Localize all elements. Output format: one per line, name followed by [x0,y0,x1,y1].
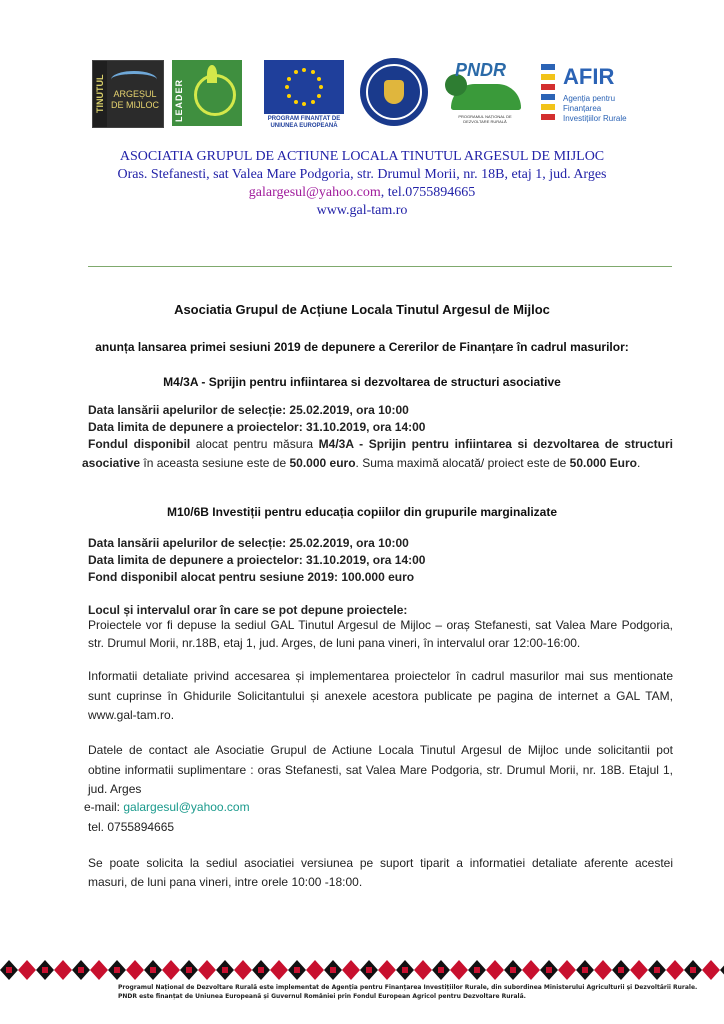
pattern-diamond-icon [666,960,684,980]
contact-tel: tel. 0755894665 [88,820,175,834]
fund-label: Fondul disponibil [88,437,191,451]
measure2-title: M10/6B Investiții pentru educația copiilor din grupurile marginalizate [166,505,558,519]
info-line2: sunt cuprinse în Ghidurile Solicitantului și anexele acestora publicate pe pagina de internet a GAL TAM, [88,689,673,703]
eu-star-icon [294,70,298,74]
org-email-link[interactable]: galargesul@yahoo.com [248,185,381,200]
org-phone: , tel.0755894665 [380,185,476,200]
info-line1: Informatii detaliate privind accesarea și implementarea proiectelor în cadrul masurilor mai sus mentionate [88,669,673,683]
fund2-b: în aceasta sesiune este de [140,456,290,470]
eu-star-icon [319,85,323,89]
contact-line3: jud. Arges [88,782,142,796]
fund2-e: 50.000 Euro [569,456,638,470]
location-line1: Proiectele vor fi depuse la sediul GAL Tinutul Argesul de Mijloc – oraș Stefanesti, sat Valea Mare Podgoria, [88,618,673,632]
pattern-square-icon [114,967,120,973]
measure1-launch: Data lansării apelurilor de selecție: 25.02.2019, ora 10:00 [88,403,409,417]
footer-note-line1: Programul Național de Dezvoltare Rurală este implementat de Agenția pentru Finanțarea Investițiilor Rurale, din subordinea Ministerului Agriculturii și Dezvoltării Rurale. [118,984,698,991]
pattern-diamond-icon [54,960,72,980]
measure2-fund: Fond disponibil alocat pentru sesiune 2019: 100.000 euro [88,570,415,584]
afir-subtitle: Agenția pentru Finanțarea Investițiilor Rurale [563,94,627,123]
fund2-a: asociative [82,456,141,470]
coat-of-arms-icon [384,80,404,104]
pattern-square-icon [438,967,444,973]
location-title: Locul și intervalul orar în care se pot depune proiectele: [88,603,408,617]
pattern-square-icon [690,967,696,973]
contact-line2: obtine informatii suplimentare : oras Stefanesti, sat Valea Mare Podgoria, str. Drumul Morii, nr. 18B. Etajul 1, [88,763,673,777]
pattern-square-icon [78,967,84,973]
pattern-square-icon [402,967,408,973]
pattern-square-icon [186,967,192,973]
org-name: ASOCIATIA GRUPUL DE ACTIUNE LOCALA TINUTUL ARGESUL DE MIJLOC [119,149,605,164]
pattern-square-icon [546,967,552,973]
pattern-diamond-icon [630,960,648,980]
contact-email-line [84,800,250,814]
measure2-deadline: Data limita de depunere a proiectelor: 31.10.2019, ora 14:00 [88,553,426,567]
pattern-diamond-icon [486,960,504,980]
closing-line2: masuri, de luni pana vineri, intre orele 10:00 -18:00. [88,875,363,889]
measure1-fund-line2 [82,456,640,470]
pattern-square-icon [510,967,516,973]
guvernul-romaniei-logo [360,58,428,126]
pattern-square-icon [330,967,336,973]
pattern-diamond-icon [90,960,108,980]
pattern-square-icon [6,967,12,973]
eu-caption-line1: PROGRAM FINANȚAT DE [267,116,341,122]
fund-text: alocat pentru măsura [190,437,319,451]
pattern-square-icon [42,967,48,973]
pattern-square-icon [150,967,156,973]
fund-measure: M4/3A - Sprijin pentru infiintarea si dezvoltarea de structuri [318,437,673,451]
location-line2: str. Drumul Morii, nr.18B, etaj 1, jud. Arges, de luni pana vineri, în intervalul orar 12:00-16:00. [88,636,581,650]
fund2-f: . [637,456,641,470]
pattern-square-icon [222,967,228,973]
footer-note-line2: PNDR este finanțat de Uniunea Europeană și Guvernul României prin Fondul European Agricol pentru Dezvoltare Rurală. [118,993,526,1000]
contact-line1: Datele de contact ale Asociatie Grupul de Actiune Locala Tinutul Argesul de Mijloc unde solicitantii pot [88,743,673,757]
eu-star-icon [302,102,306,106]
eu-star-icon [285,85,289,89]
eu-caption [264,116,344,130]
document-title: Asociatia Grupul de Acțiune Locala Tinutul Argesul de Mijloc [174,302,550,317]
pattern-diamond-icon [162,960,180,980]
pattern-diamond-icon [126,960,144,980]
afir-logo [537,60,637,126]
leader-symbol-icon [194,74,236,116]
eu-flag-logo [264,60,344,138]
pattern-diamond-icon [378,960,396,980]
eu-star-icon [302,68,306,72]
measure1-fund-line1 [88,436,673,453]
pattern-diamond-icon [414,960,432,980]
fund2-d: . Suma maximă alocată/ proiect este de [355,456,570,470]
logo-tam-text [109,89,161,111]
afir-mark-icon [539,64,557,120]
eu-star-icon [287,94,291,98]
leader-text: LEADER [174,78,184,122]
pattern-diamond-icon [306,960,324,980]
pattern-diamond-icon [342,960,360,980]
pattern-square-icon [654,967,660,973]
leader-logo [172,60,242,126]
logo-tam-line1: ARGEȘUL [113,89,157,99]
pattern-square-icon [582,967,588,973]
swoosh-icon [111,71,157,88]
pattern-square-icon [294,967,300,973]
closing-line1: Se poate solicita la sediul asociatiei versiunea pe suport tiparit a informatiei detaliate aferente acestei [88,856,673,870]
pattern-square-icon [366,967,372,973]
pattern-diamond-icon [594,960,612,980]
measure1-title: M4/3A - Sprijin pentru infiintarea si dezvoltarea de structuri asociative [163,375,561,389]
pattern-diamond-icon [18,960,36,980]
info-website-link[interactable]: www.gal-tam.ro. [88,708,175,722]
measure1-deadline: Data limita de depunere a proiectelor: 31.10.2019, ora 14:00 [88,420,426,434]
letterhead [0,148,724,220]
pndr-caption: PROGRAMUL NAȚIONAL DE DEZVOLTARE RURALĂ [458,114,512,124]
pattern-diamond-icon [450,960,468,980]
eu-star-icon [317,77,321,81]
logo-tam-vertical: TINUTUL [93,61,107,127]
eu-star-icon [287,77,291,81]
header-divider [88,266,672,267]
pattern-square-icon [474,967,480,973]
org-contact-line [0,184,724,202]
measure2-launch: Data lansării apelurilor de selecție: 25.02.2019, ora 10:00 [88,536,409,550]
pattern-diamond-icon [702,960,720,980]
afir-title: AFIR [563,64,615,89]
eu-star-icon [294,100,298,104]
tinutul-argesul-logo [92,60,164,128]
pattern-diamond-icon [558,960,576,980]
eu-flag-icon [264,60,344,114]
org-website-link[interactable]: www.gal-tam.ro [316,203,408,218]
logo-tam-line2: DE MIJLOC [110,100,159,110]
eu-star-icon [311,70,315,74]
pattern-diamond-icon [234,960,252,980]
pattern-diamond-icon [198,960,216,980]
pattern-diamond-icon [270,960,288,980]
eu-star-icon [317,94,321,98]
intro-text: anunța lansarea primei sesiuni 2019 de depunere a Cererilor de Finanțare în cadrul masurilor: [95,340,629,354]
eu-caption-line2: UNIUNEA EUROPEANĂ [270,123,338,129]
pattern-diamond-icon [522,960,540,980]
contact-email-link[interactable]: galargesul@yahoo.com [123,800,250,814]
pattern-square-icon [258,967,264,973]
fund2-c: 50.000 euro [289,456,356,470]
pndr-logo [445,60,525,126]
org-address: Oras. Stefanesti, sat Valea Mare Podgoria, str. Drumul Morii, nr. 18B, etaj 1, jud. Arges [117,167,607,182]
traditional-pattern-border [0,958,724,982]
pattern-diamond-icon [720,960,724,980]
pndr-title: PNDR [455,60,507,80]
email-label: e-mail: [84,800,124,814]
eu-star-icon [311,100,315,104]
pattern-square-icon [618,967,624,973]
